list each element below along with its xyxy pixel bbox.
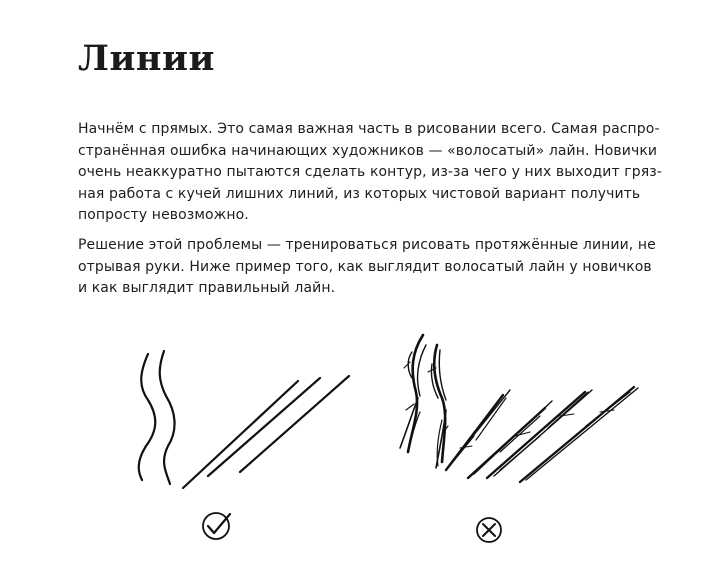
clean-wavy-line [160,351,175,484]
paragraph-line: Начнём с прямых. Это самая важная часть в рисовании всего. Самая распро- [78,121,660,137]
paragraph-line: попросту невозможно. [78,207,249,223]
clean-straight-line [208,378,320,476]
paragraph-line: ная работа с кучей лишних линий, из которых чистовой вариант получить [78,185,641,202]
check-circle-icon [203,513,230,539]
page-title: Линии [78,38,215,79]
clean-wavy-line [139,354,156,480]
clean-straight-line [240,376,349,472]
paragraph-line: и как выглядит правильный лайн. [78,280,336,296]
hairy-lines-illustration [400,335,638,482]
paragraph-line: отрывая руки. Ниже пример того, как выглядит волосатый лайн у новичков [78,258,652,275]
paragraph-line: странённая ошибка начинающих художников — «волосатый» лайн. Новички [78,142,658,159]
clean-lines-illustration [139,351,349,488]
paragraph-line: очень неаккуратно пытаются сделать контур, из-за чего у них выходит гряз- [78,164,662,180]
paragraph-line: Решение этой проблемы — тренироваться рисовать протяжённые линии, не [78,237,656,253]
x-circle-icon [477,518,501,542]
